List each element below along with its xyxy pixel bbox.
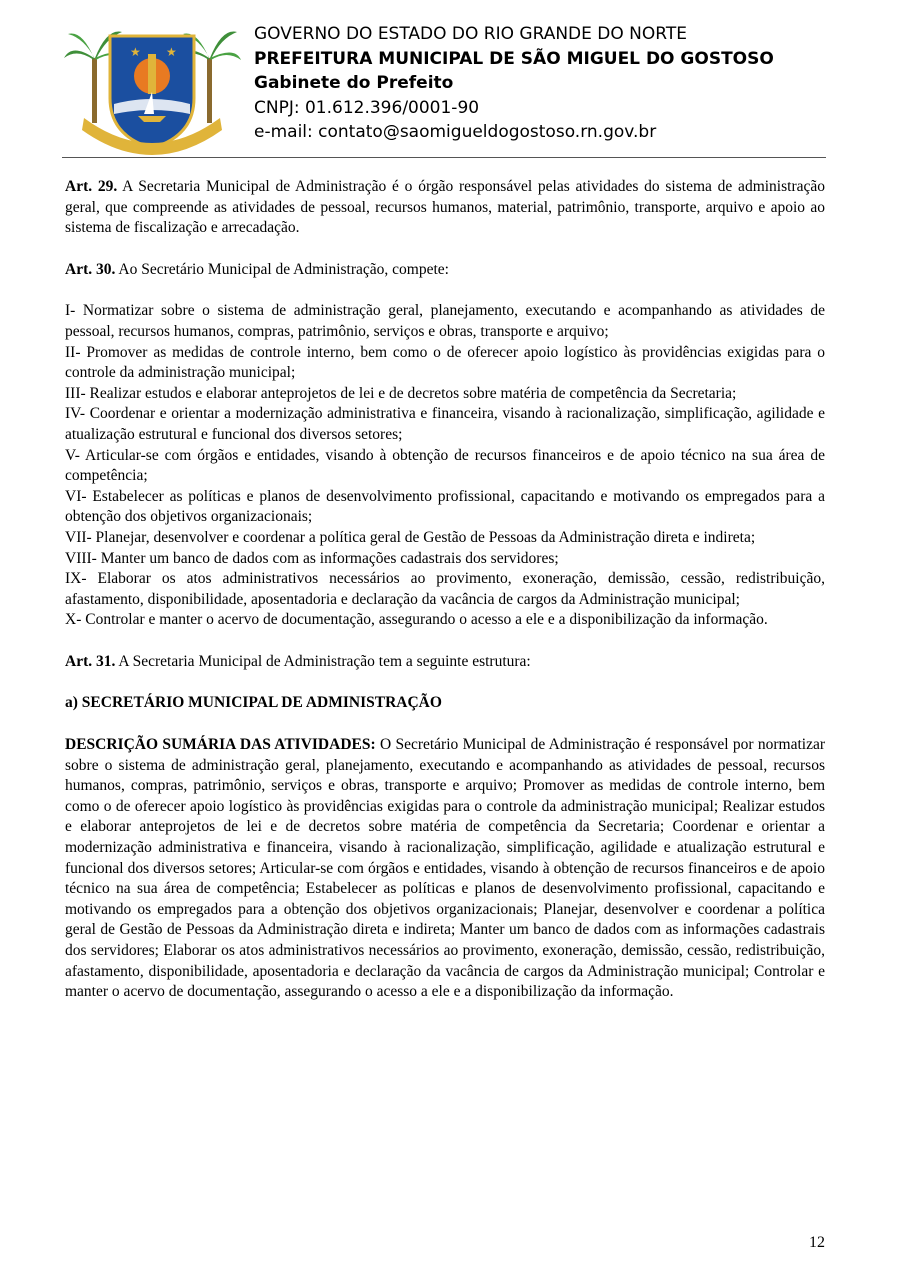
list-item: III- Realizar estudos e elaborar anteprojetos de lei e de decretos sobre matéria de competência da Secretaria; [65, 384, 737, 402]
svg-text:★: ★ [166, 45, 177, 59]
list-item: V- Articular-se com órgãos e entidades, visando à obtenção de recursos financeiros e de apoio técnico na sua área de competência; [65, 446, 825, 485]
section-a-description [65, 735, 825, 1003]
page-number: 12 [809, 1234, 825, 1251]
article-29-text: A Secretaria Municipal de Administração é o órgão responsável pelas atividades do sistema de administração geral, que compreende as atividades de pessoal, recursos humanos, material, patrimônio, transporte, arquivo e apoio ao sistema de fiscalização e arrecadação. [65, 178, 825, 237]
article-30-text: Ao Secretário Municipal de Administração, compete: [115, 260, 449, 278]
svg-text:★: ★ [130, 45, 141, 59]
letterhead-text [254, 22, 774, 145]
article-29 [65, 177, 825, 239]
letterhead [62, 18, 826, 158]
government-line: GOVERNO DO ESTADO DO RIO GRANDE DO NORTE [254, 24, 687, 44]
cnpj-line: CNPJ: 01.612.396/0001-90 [254, 97, 480, 118]
article-31 [65, 652, 825, 673]
article-29-label: Art. 29. [65, 178, 118, 195]
prefecture-line: PREFEITURA MUNICIPAL DE SÃO MIGUEL DO GOSTOSO [254, 48, 774, 69]
list-item: X- Controlar e manter o acervo de documentação, assegurando o acesso a ele e a disponibilização da informação. [65, 611, 768, 629]
list-item: VI- Estabelecer as políticas e planos de desenvolvimento profissional, capacitando e motivando os empregados para a obtenção dos objetivos organizacionais; [65, 487, 825, 526]
header-divider [62, 157, 826, 158]
municipal-crest-logo [62, 18, 242, 158]
article-30-items [65, 301, 825, 631]
list-item: I- Normatizar sobre o sistema de administração geral, planejamento, executando e acompanhando as atividades de pessoal, recursos humanos, compras, patrimônio, serviços e obras, transporte e arquivo; [65, 302, 825, 340]
article-31-text: A Secretaria Municipal de Administração tem a seguinte estrutura: [115, 652, 531, 670]
list-item: IV- Coordenar e orientar a modernização administrativa e financeira, visando à racionalização, simplificação, agilidade e atualização estrutural e funcional dos diversos setores; [65, 405, 825, 443]
article-30 [65, 260, 825, 281]
description-text: O Secretário Municipal de Administração é responsável por normatizar sobre o sistema de administração geral, planejamento, executando e acompanhando as atividades de pessoal, recursos humanos, compras, patrimônio, serviços e obras, transporte e arquivo; Promover as medidas de controle interno, bem como o de oferecer apoio logístico às providências exigidas para o controle da administração municipal; Realizar estudos e elaborar anteprojetos de lei e de decretos sobre matéria de competência da Secretaria; Coordenar e orientar a modernização administrativa e financeira, visando à racionalização, simplificação, agilidade e atualização estrutural e funcional dos diversos setores; Articular-se com órgãos e entidades, visando à obtenção de recursos financeiros e de apoio técnico na sua área de competência; Estabelecer as políticas e planos de desenvolvimento profissional, capacitando e motivando os empregados para a obtenção dos objetivos organizacionais; Planejar, desenvolver e coordenar a política geral de Gestão de Pessoas da Administração direta e indireta; Manter um banco de dados com as informações cadastrais dos servidores; Elaborar os atos administrativos necessários ao provimento, exoneração, demissão, cessão, redistribuição, afastamento, disponibilidade, aposentadoria e declaração da vacância de cargos da Administração municipal; Controlar e manter o acervo de documentação, assegurando o acesso a ele e a disponibilização da informação. [65, 736, 825, 1001]
list-item: VIII- Manter um banco de dados com as informações cadastrais dos servidores; [65, 549, 559, 567]
email-line: e-mail: contato@saomigueldogostoso.rn.gov.br [254, 122, 657, 142]
list-item: IX- Elaborar os atos administrativos necessários ao provimento, exoneração, demissão, cessão, redistribuição, afastamento, disponibilidade, aposentadoria e declaração da vacância de cargos da Administração municipal; [65, 570, 825, 608]
list-item: II- Promover as medidas de controle interno, bem como o de oferecer apoio logístico às providências exigidas para o controle da administração municipal; [65, 343, 825, 382]
document-body [65, 177, 825, 1024]
description-label: DESCRIÇÃO SUMÁRIA DAS ATIVIDADES: [65, 736, 376, 754]
section-a-heading: a) SECRETÁRIO MUNICIPAL DE ADMINISTRAÇÃO [65, 694, 442, 712]
office-line: Gabinete do Prefeito [254, 73, 454, 93]
list-item: VII- Planejar, desenvolver e coordenar a política geral de Gestão de Pessoas da Administração direta e indireta; [65, 528, 756, 546]
article-30-label: Art. 30. [65, 260, 116, 278]
article-31-label: Art. 31. [65, 652, 116, 670]
